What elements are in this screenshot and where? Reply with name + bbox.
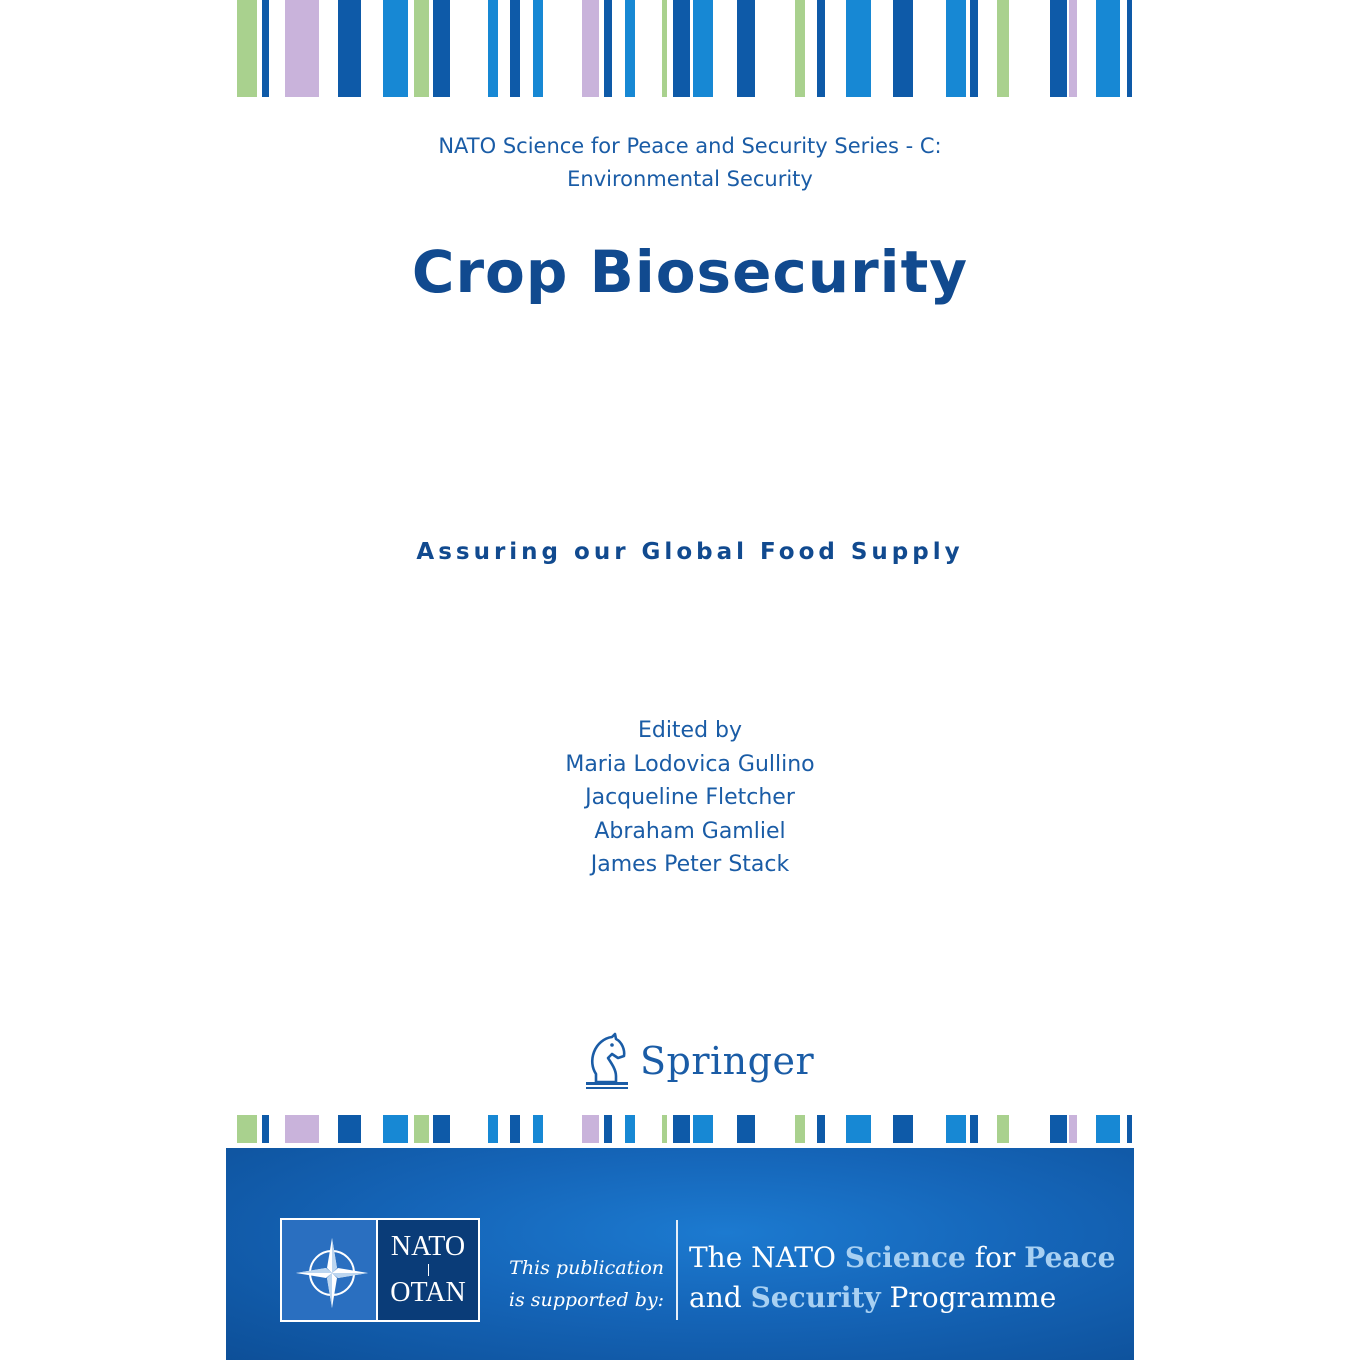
book-cover	[226, 0, 1134, 1360]
programme-word: and	[689, 1281, 742, 1314]
editor-name: Jacqueline Fletcher	[585, 785, 795, 810]
chess-knight-icon	[582, 1032, 630, 1090]
decorative-stripe-band-top	[237, 0, 1132, 97]
editor-name: Maria Lodovica Gullino	[565, 751, 815, 777]
series-line-2: Environmental Security	[567, 167, 813, 191]
nato-divider	[428, 1264, 429, 1276]
editors-label: Edited by	[637, 718, 743, 743]
editors-block	[226, 714, 1134, 882]
nato-otan-wordmark	[378, 1220, 478, 1320]
editor-name: Abraham Gamliel	[594, 818, 786, 844]
editor-name: James Peter Stack	[590, 852, 790, 877]
publisher-logo	[582, 1030, 814, 1092]
footer-divider	[676, 1220, 678, 1320]
series-line-1: NATO Science for Peace and Security Series - C:	[438, 134, 942, 158]
nato-otan-logo	[280, 1218, 480, 1322]
supported-by-text	[504, 1252, 664, 1316]
nato-footer-band	[226, 1148, 1134, 1360]
nato-word: NATO	[390, 1231, 466, 1262]
otan-word: OTAN	[390, 1277, 466, 1308]
programme-word-highlight: Science	[844, 1241, 966, 1274]
series-title	[226, 130, 1134, 196]
programme-line-2	[689, 1278, 1115, 1318]
decorative-stripe-band-bottom	[237, 1115, 1132, 1143]
book-subtitle: Assuring our Global Food Supply	[416, 539, 964, 565]
nato-compass-star-icon	[282, 1220, 378, 1320]
programme-word-highlight: Peace	[1024, 1241, 1116, 1274]
programme-word: The NATO	[689, 1241, 836, 1274]
programme-word: Programme	[889, 1281, 1057, 1314]
book-title: Crop Biosecurity	[411, 238, 969, 306]
supported-line-2: is supported by:	[508, 1289, 664, 1311]
programme-word-highlight: Security	[750, 1281, 881, 1314]
programme-word: for	[974, 1241, 1016, 1274]
programme-line-1	[689, 1238, 1115, 1278]
publisher-name: Springer	[640, 1039, 815, 1083]
supported-line-1: This publication	[509, 1257, 664, 1279]
programme-name	[689, 1238, 1115, 1318]
